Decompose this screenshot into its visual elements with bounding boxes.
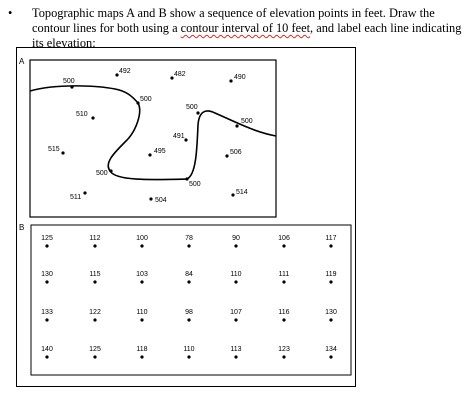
map-b-point bbox=[329, 280, 332, 283]
map-b-point-label: 123 bbox=[278, 346, 290, 353]
map-b-point bbox=[45, 280, 48, 283]
map-a-point bbox=[231, 193, 234, 196]
map-b-point bbox=[282, 244, 285, 247]
map-b-point bbox=[140, 355, 143, 358]
map-a-point bbox=[83, 191, 86, 194]
map-b-point-label: 116 bbox=[278, 309, 290, 316]
bullet: • bbox=[8, 6, 13, 20]
map-a-point-label: 500 bbox=[241, 118, 253, 125]
map-b-point-label: 103 bbox=[136, 271, 148, 278]
map-b-point bbox=[234, 318, 237, 321]
map-b-point-label: 106 bbox=[278, 235, 290, 242]
map-b-point-label: 134 bbox=[325, 346, 337, 353]
map-a-point-label: 500 bbox=[186, 104, 198, 111]
map-b-point bbox=[329, 244, 332, 247]
map-a-point-label: 492 bbox=[119, 68, 131, 75]
map-a-point-label: 490 bbox=[234, 74, 246, 81]
map-a-point bbox=[196, 111, 199, 114]
map-b-point-label: 122 bbox=[89, 309, 101, 316]
map-b-point bbox=[45, 355, 48, 358]
map-b-point bbox=[140, 280, 143, 283]
map-b-point-label: 119 bbox=[325, 271, 337, 278]
map-b-point bbox=[282, 318, 285, 321]
map-b-point-label: 125 bbox=[89, 346, 101, 353]
map-a-500ft-contour bbox=[30, 86, 276, 180]
map-b-point-label: 110 bbox=[183, 346, 195, 353]
map-a-point bbox=[91, 116, 94, 119]
map-b-point bbox=[187, 244, 190, 247]
map-b-point bbox=[93, 355, 96, 358]
instruction-text-part2: , and label each line indicating its elevation: bbox=[32, 21, 462, 50]
map-a-point-label: 514 bbox=[236, 189, 248, 196]
map-b-point bbox=[187, 318, 190, 321]
map-b-point-label: 125 bbox=[41, 235, 53, 242]
map-b-point bbox=[45, 244, 48, 247]
map-b-point bbox=[187, 280, 190, 283]
map-b-point-label: 98 bbox=[185, 309, 193, 316]
map-b-point-label: 110 bbox=[136, 309, 148, 316]
map-b-point bbox=[234, 280, 237, 283]
map-b-point bbox=[329, 355, 332, 358]
map-a-point bbox=[148, 153, 151, 156]
map-a-point-label: 511 bbox=[70, 194, 82, 201]
map-b-point bbox=[187, 355, 190, 358]
map-a-point-label: 510 bbox=[76, 111, 88, 118]
map-b-point-label: 100 bbox=[136, 235, 148, 242]
map-a-point bbox=[225, 154, 228, 157]
map-b-point bbox=[93, 244, 96, 247]
map-b-point bbox=[282, 280, 285, 283]
map-a-point bbox=[149, 197, 152, 200]
map-b-grid bbox=[41, 235, 337, 359]
map-b-point-label: 118 bbox=[136, 346, 148, 353]
map-b-point bbox=[93, 280, 96, 283]
map-b-point-label: 115 bbox=[89, 271, 101, 278]
map-b-point-label: 117 bbox=[325, 235, 337, 242]
map-a-point-label: 495 bbox=[154, 148, 166, 155]
map-b-point bbox=[45, 318, 48, 321]
map-b-point-label: 140 bbox=[41, 346, 53, 353]
map-a-point-label: 500 bbox=[189, 181, 201, 188]
map-a-point-label: 491 bbox=[173, 133, 185, 140]
map-b-point-label: 133 bbox=[41, 309, 53, 316]
map-a-point bbox=[235, 124, 238, 127]
map-b-point-label: 78 bbox=[185, 235, 193, 242]
map-a-point-label: 500 bbox=[140, 96, 152, 103]
map-b-point-label: 84 bbox=[185, 271, 193, 278]
map-a-label: A bbox=[19, 57, 25, 66]
map-b-point-label: 130 bbox=[41, 271, 53, 278]
map-b-point bbox=[282, 355, 285, 358]
map-b-point-label: 107 bbox=[230, 309, 242, 316]
map-b-point-label: 112 bbox=[89, 235, 101, 242]
instruction-text-underlined: contour interval of 10 feet bbox=[180, 21, 311, 35]
map-a-point bbox=[229, 79, 232, 82]
map-b-point bbox=[234, 244, 237, 247]
map-a-point-label: 506 bbox=[230, 149, 242, 156]
map-b-point bbox=[93, 318, 96, 321]
map-a-point-label: 500 bbox=[96, 170, 108, 177]
map-b-point bbox=[140, 318, 143, 321]
map-b-point-label: 90 bbox=[232, 235, 240, 242]
map-b-point bbox=[140, 244, 143, 247]
map-a-point bbox=[70, 85, 73, 88]
map-a-point bbox=[109, 169, 112, 172]
instruction-text-part1: Topographic maps A and B show a sequence of elevation points in feet. Draw the contour lines for both using a bbox=[32, 6, 435, 35]
map-b-point-label: 111 bbox=[278, 271, 290, 278]
map-a-point-label: 482 bbox=[174, 71, 186, 78]
map-a-points bbox=[48, 68, 253, 204]
map-b-label: B bbox=[19, 223, 25, 232]
map-b-point bbox=[234, 355, 237, 358]
map-b-point bbox=[329, 318, 332, 321]
map-a-point-label: 500 bbox=[63, 78, 75, 85]
map-a-point-label: 504 bbox=[155, 197, 167, 204]
map-b-point-label: 110 bbox=[230, 271, 242, 278]
map-a-point-label: 515 bbox=[48, 146, 60, 153]
map-b-point-label: 130 bbox=[325, 309, 337, 316]
map-a-point bbox=[61, 151, 64, 154]
map-b-point-label: 113 bbox=[230, 346, 242, 353]
map-a-point bbox=[184, 138, 187, 141]
